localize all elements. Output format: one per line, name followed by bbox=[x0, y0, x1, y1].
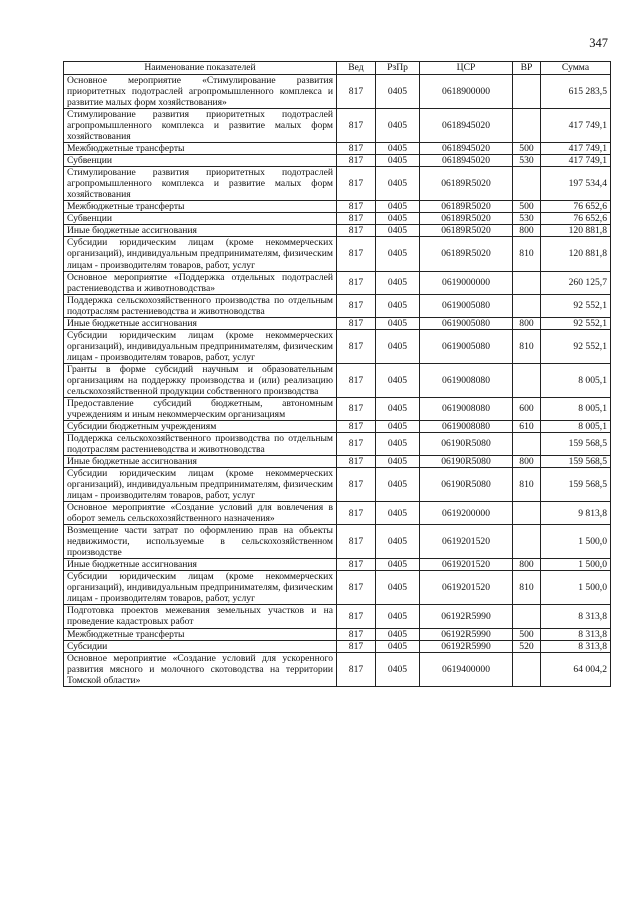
row-vr bbox=[513, 363, 541, 397]
row-name: Иные бюджетные ассигнования bbox=[64, 559, 337, 571]
row-vr bbox=[513, 271, 541, 294]
row-csr: 0619008080 bbox=[420, 363, 513, 397]
row-ved: 817 bbox=[337, 201, 376, 213]
row-sum: 64 004,2 bbox=[541, 652, 611, 686]
row-name: Поддержка сельскохозяйственного производства по отдельным подотраслям растениеводства и животноводства bbox=[64, 432, 337, 455]
table-row bbox=[64, 329, 611, 363]
table-row bbox=[64, 397, 611, 420]
row-sum: 8 005,1 bbox=[541, 420, 611, 432]
row-sum: 1 500,0 bbox=[541, 571, 611, 605]
row-vr: 610 bbox=[513, 420, 541, 432]
row-rzpr: 0405 bbox=[376, 294, 420, 317]
row-sum: 8 005,1 bbox=[541, 363, 611, 397]
row-csr: 06192R5990 bbox=[420, 640, 513, 652]
row-csr: 06189R5020 bbox=[420, 237, 513, 271]
table-row bbox=[64, 432, 611, 455]
row-csr: 0619000000 bbox=[420, 271, 513, 294]
row-vr: 500 bbox=[513, 201, 541, 213]
row-rzpr: 0405 bbox=[376, 317, 420, 329]
row-vr: 810 bbox=[513, 329, 541, 363]
row-vr bbox=[513, 502, 541, 525]
row-name: Основное мероприятие «Создание условий для вовлечения в оборот земель сельскохозяйственного назначения» bbox=[64, 502, 337, 525]
row-csr: 06190R5080 bbox=[420, 432, 513, 455]
row-sum: 92 552,1 bbox=[541, 329, 611, 363]
row-csr: 0618945020 bbox=[420, 143, 513, 155]
row-ved: 817 bbox=[337, 225, 376, 237]
row-csr: 06189R5020 bbox=[420, 213, 513, 225]
row-vr: 810 bbox=[513, 468, 541, 502]
row-rzpr: 0405 bbox=[376, 502, 420, 525]
row-csr: 06192R5990 bbox=[420, 605, 513, 628]
row-rzpr: 0405 bbox=[376, 397, 420, 420]
table-row bbox=[64, 167, 611, 201]
row-csr: 06189R5020 bbox=[420, 225, 513, 237]
row-ved: 817 bbox=[337, 571, 376, 605]
table-row bbox=[64, 420, 611, 432]
row-rzpr: 0405 bbox=[376, 225, 420, 237]
row-vr: 810 bbox=[513, 237, 541, 271]
table-row bbox=[64, 468, 611, 502]
row-ved: 817 bbox=[337, 432, 376, 455]
table-row bbox=[64, 109, 611, 143]
row-ved: 817 bbox=[337, 143, 376, 155]
row-ved: 817 bbox=[337, 605, 376, 628]
row-sum: 120 881,8 bbox=[541, 225, 611, 237]
table-row bbox=[64, 628, 611, 640]
budget-table bbox=[63, 61, 611, 687]
row-sum: 417 749,1 bbox=[541, 143, 611, 155]
row-csr: 0618945020 bbox=[420, 155, 513, 167]
row-name: Основное мероприятие «Создание условий для ускоренного развития мясного и молочного скотоводства на территории Томской области» bbox=[64, 652, 337, 686]
row-rzpr: 0405 bbox=[376, 628, 420, 640]
row-name: Субсидии юридическим лицам (кроме некоммерческих организаций), индивидуальным предпринимателям, физическим лицам - производителям товаров, работ, услуг bbox=[64, 571, 337, 605]
row-ved: 817 bbox=[337, 652, 376, 686]
table-header-row bbox=[64, 62, 611, 75]
row-name: Субсидии бюджетным учреждениям bbox=[64, 420, 337, 432]
table-row bbox=[64, 559, 611, 571]
header-csr: ЦСР bbox=[420, 62, 513, 75]
row-vr: 800 bbox=[513, 559, 541, 571]
table-row bbox=[64, 605, 611, 628]
row-csr: 0619005080 bbox=[420, 294, 513, 317]
row-rzpr: 0405 bbox=[376, 75, 420, 109]
row-csr: 0619008080 bbox=[420, 397, 513, 420]
row-name: Поддержка сельскохозяйственного производства по отдельным подотраслям растениеводства и животноводства bbox=[64, 294, 337, 317]
row-rzpr: 0405 bbox=[376, 201, 420, 213]
row-name: Субсидии юридическим лицам (кроме некоммерческих организаций), индивидуальным предпринимателям, физическим лицам - производителям товаров, работ, услуг bbox=[64, 237, 337, 271]
table-row bbox=[64, 652, 611, 686]
row-rzpr: 0405 bbox=[376, 468, 420, 502]
row-rzpr: 0405 bbox=[376, 559, 420, 571]
row-name: Возмещение части затрат по оформлению прав на объекты недвижимости, используемые в сельскохозяйственном производстве bbox=[64, 525, 337, 559]
row-name: Субвенции bbox=[64, 213, 337, 225]
table-row bbox=[64, 213, 611, 225]
row-ved: 817 bbox=[337, 640, 376, 652]
row-sum: 197 534,4 bbox=[541, 167, 611, 201]
row-ved: 817 bbox=[337, 468, 376, 502]
row-name: Субсидии bbox=[64, 640, 337, 652]
row-sum: 8 313,8 bbox=[541, 605, 611, 628]
table-row bbox=[64, 294, 611, 317]
row-rzpr: 0405 bbox=[376, 213, 420, 225]
row-name: Стимулирование развития приоритетных подотраслей агропромышленного комплекса и развитие малых форм хозяйствования bbox=[64, 167, 337, 201]
row-sum: 1 500,0 bbox=[541, 559, 611, 571]
header-sum: Сумма bbox=[541, 62, 611, 75]
row-ved: 817 bbox=[337, 237, 376, 271]
header-rzpr: РзПр bbox=[376, 62, 420, 75]
row-vr: 600 bbox=[513, 397, 541, 420]
row-name: Предоставление субсидий бюджетным, автономным учреждениям и иным некоммерческим организациям bbox=[64, 397, 337, 420]
row-csr: 0618900000 bbox=[420, 75, 513, 109]
row-ved: 817 bbox=[337, 317, 376, 329]
row-sum: 159 568,5 bbox=[541, 432, 611, 455]
table-row bbox=[64, 640, 611, 652]
row-ved: 817 bbox=[337, 271, 376, 294]
row-sum: 159 568,5 bbox=[541, 468, 611, 502]
table-row bbox=[64, 317, 611, 329]
row-sum: 1 500,0 bbox=[541, 525, 611, 559]
row-name: Субсидии юридическим лицам (кроме некоммерческих организаций), индивидуальным предпринимателям, физическим лицам - производителям товаров, работ, услуг bbox=[64, 468, 337, 502]
row-rzpr: 0405 bbox=[376, 456, 420, 468]
row-ved: 817 bbox=[337, 420, 376, 432]
row-csr: 0619005080 bbox=[420, 329, 513, 363]
row-vr: 800 bbox=[513, 317, 541, 329]
row-ved: 817 bbox=[337, 502, 376, 525]
row-vr bbox=[513, 432, 541, 455]
row-name: Основное мероприятие «Поддержка отдельных подотраслей растениеводства и животноводства» bbox=[64, 271, 337, 294]
row-ved: 817 bbox=[337, 329, 376, 363]
row-name: Иные бюджетные ассигнования bbox=[64, 225, 337, 237]
row-name: Подготовка проектов межевания земельных участков и на проведение кадастровых работ bbox=[64, 605, 337, 628]
row-csr: 0619201520 bbox=[420, 559, 513, 571]
row-vr: 500 bbox=[513, 143, 541, 155]
row-rzpr: 0405 bbox=[376, 155, 420, 167]
row-rzpr: 0405 bbox=[376, 363, 420, 397]
row-rzpr: 0405 bbox=[376, 167, 420, 201]
row-sum: 92 552,1 bbox=[541, 294, 611, 317]
row-rzpr: 0405 bbox=[376, 420, 420, 432]
row-sum: 8 313,8 bbox=[541, 640, 611, 652]
table-row bbox=[64, 155, 611, 167]
row-name: Межбюджетные трансферты bbox=[64, 143, 337, 155]
row-csr: 0619200000 bbox=[420, 502, 513, 525]
row-rzpr: 0405 bbox=[376, 432, 420, 455]
row-ved: 817 bbox=[337, 109, 376, 143]
row-name: Иные бюджетные ассигнования bbox=[64, 317, 337, 329]
table-row bbox=[64, 502, 611, 525]
row-ved: 817 bbox=[337, 628, 376, 640]
table-row bbox=[64, 201, 611, 213]
row-csr: 06189R5020 bbox=[420, 201, 513, 213]
row-vr bbox=[513, 525, 541, 559]
page-number: 347 bbox=[589, 36, 608, 50]
row-ved: 817 bbox=[337, 525, 376, 559]
row-rzpr: 0405 bbox=[376, 640, 420, 652]
row-csr: 0619005080 bbox=[420, 317, 513, 329]
row-csr: 06190R5080 bbox=[420, 468, 513, 502]
table-row bbox=[64, 525, 611, 559]
header-vr: ВР bbox=[513, 62, 541, 75]
row-name: Гранты в форме субсидий научным и образовательным организациям на поддержку производства и (или) реализацию сельскохозяйственной продукции собственного производства bbox=[64, 363, 337, 397]
row-csr: 06189R5020 bbox=[420, 167, 513, 201]
row-sum: 76 652,6 bbox=[541, 213, 611, 225]
table-row bbox=[64, 271, 611, 294]
row-sum: 417 749,1 bbox=[541, 109, 611, 143]
row-vr: 810 bbox=[513, 571, 541, 605]
row-vr bbox=[513, 294, 541, 317]
row-vr: 520 bbox=[513, 640, 541, 652]
row-sum: 120 881,8 bbox=[541, 237, 611, 271]
header-ved: Вед bbox=[337, 62, 376, 75]
row-sum: 260 125,7 bbox=[541, 271, 611, 294]
table-row bbox=[64, 571, 611, 605]
table-row bbox=[64, 143, 611, 155]
row-sum: 159 568,5 bbox=[541, 456, 611, 468]
row-rzpr: 0405 bbox=[376, 571, 420, 605]
row-csr: 06190R5080 bbox=[420, 456, 513, 468]
row-rzpr: 0405 bbox=[376, 329, 420, 363]
row-sum: 76 652,6 bbox=[541, 201, 611, 213]
header-name: Наименование показателей bbox=[64, 62, 337, 75]
row-rzpr: 0405 bbox=[376, 237, 420, 271]
row-name: Иные бюджетные ассигнования bbox=[64, 456, 337, 468]
row-vr bbox=[513, 167, 541, 201]
row-ved: 817 bbox=[337, 559, 376, 571]
row-ved: 817 bbox=[337, 397, 376, 420]
row-name: Стимулирование развития приоритетных подотраслей агропромышленного комплекса и развитие малых форм хозяйствования bbox=[64, 109, 337, 143]
row-rzpr: 0405 bbox=[376, 271, 420, 294]
row-name: Межбюджетные трансферты bbox=[64, 628, 337, 640]
row-sum: 92 552,1 bbox=[541, 317, 611, 329]
row-csr: 0619008080 bbox=[420, 420, 513, 432]
row-ved: 817 bbox=[337, 363, 376, 397]
row-rzpr: 0405 bbox=[376, 652, 420, 686]
row-ved: 817 bbox=[337, 155, 376, 167]
table-row bbox=[64, 456, 611, 468]
table-row bbox=[64, 225, 611, 237]
row-name: Межбюджетные трансферты bbox=[64, 201, 337, 213]
row-ved: 817 bbox=[337, 294, 376, 317]
row-vr: 530 bbox=[513, 213, 541, 225]
table-row bbox=[64, 75, 611, 109]
row-vr bbox=[513, 605, 541, 628]
row-name: Субвенции bbox=[64, 155, 337, 167]
row-csr: 0619201520 bbox=[420, 525, 513, 559]
row-ved: 817 bbox=[337, 456, 376, 468]
row-ved: 817 bbox=[337, 213, 376, 225]
row-vr: 500 bbox=[513, 628, 541, 640]
row-vr bbox=[513, 109, 541, 143]
row-rzpr: 0405 bbox=[376, 109, 420, 143]
row-vr bbox=[513, 75, 541, 109]
row-sum: 417 749,1 bbox=[541, 155, 611, 167]
row-ved: 817 bbox=[337, 75, 376, 109]
row-csr: 0618945020 bbox=[420, 109, 513, 143]
row-csr: 0619400000 bbox=[420, 652, 513, 686]
row-sum: 8 313,8 bbox=[541, 628, 611, 640]
row-sum: 9 813,8 bbox=[541, 502, 611, 525]
row-ved: 817 bbox=[337, 167, 376, 201]
table-row bbox=[64, 363, 611, 397]
row-vr: 800 bbox=[513, 456, 541, 468]
row-rzpr: 0405 bbox=[376, 605, 420, 628]
row-vr: 800 bbox=[513, 225, 541, 237]
row-sum: 615 283,5 bbox=[541, 75, 611, 109]
row-name: Основное мероприятие «Стимулирование развития приоритетных подотраслей агропромышленного комплекса и развитие малых форм хозяйствования» bbox=[64, 75, 337, 109]
row-name: Субсидии юридическим лицам (кроме некоммерческих организаций), индивидуальным предпринимателям, физическим лицам - производителям товаров, работ, услуг bbox=[64, 329, 337, 363]
row-rzpr: 0405 bbox=[376, 525, 420, 559]
row-vr: 530 bbox=[513, 155, 541, 167]
row-csr: 0619201520 bbox=[420, 571, 513, 605]
row-csr: 06192R5990 bbox=[420, 628, 513, 640]
row-sum: 8 005,1 bbox=[541, 397, 611, 420]
row-vr bbox=[513, 652, 541, 686]
row-rzpr: 0405 bbox=[376, 143, 420, 155]
table-row bbox=[64, 237, 611, 271]
